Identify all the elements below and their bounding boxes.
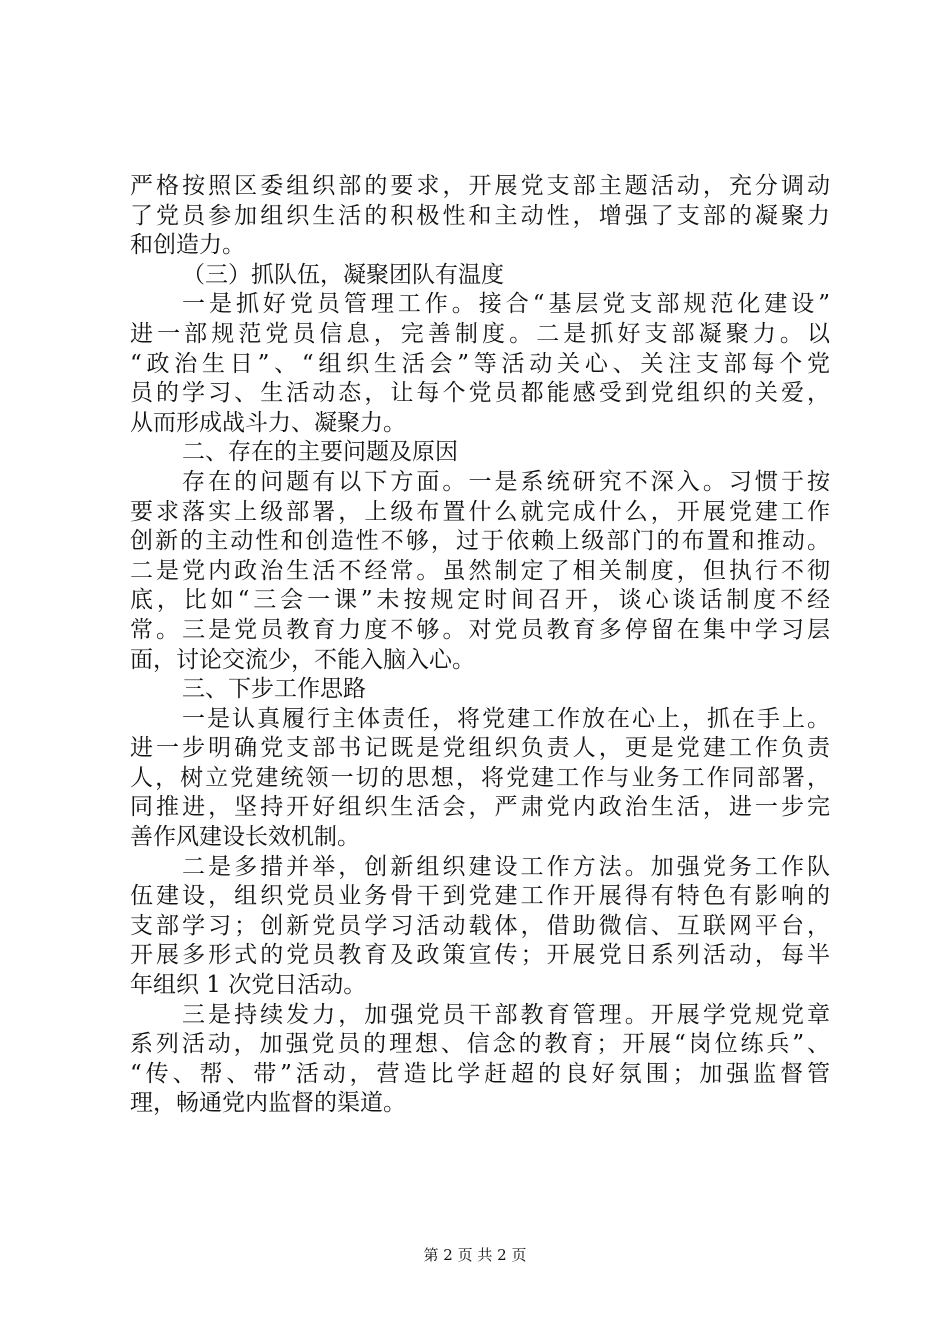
text-line: 人，树立党建统领一切的思想，将党建工作与业务工作同部署， bbox=[130, 764, 830, 791]
text-line: 存在的问题有以下方面。一是系统研究不深入。习惯于按 bbox=[182, 468, 830, 495]
text-line: 三、下步工作思路 bbox=[182, 676, 366, 703]
text-line: “传、帮、带”活动，营造比学赶超的良好氛围；加强监督管 bbox=[130, 1060, 830, 1087]
text-line: 要求落实上级部署，上级布置什么就完成什么，开展党建工作 bbox=[130, 498, 830, 525]
page-footer: 第 2 页 共 2 页 bbox=[423, 1246, 527, 1264]
text-line: 员的学习、生活动态，让每个党员都能感受到党组织的关爱， bbox=[130, 380, 830, 407]
text-line: 了党员参加组织生活的积极性和主动性，增强了支部的凝聚力 bbox=[130, 202, 830, 229]
text-line: 面，讨论交流少，不能入脑入心。 bbox=[130, 646, 475, 673]
text-line: 系列活动，加强党员的理想、信念的教育；开展“岗位练兵”、 bbox=[130, 1031, 830, 1058]
text-line: 同推进，坚持开好组织生活会，严肃党内政治生活，进一步完 bbox=[130, 794, 830, 821]
text-line: 理，畅通党内监督的渠道。 bbox=[130, 1090, 406, 1117]
text-line: 伍建设，组织党员业务骨干到党建工作开展得有特色有影响的 bbox=[130, 883, 830, 910]
text-line: 常。三是党员教育力度不够。对党员教育多停留在集中学习层 bbox=[130, 616, 830, 643]
text-line: 进一部规范党员信息，完善制度。二是抓好支部凝聚力。以 bbox=[130, 320, 830, 347]
text-line: 底，比如“三会一课”未按规定时间召开，谈心谈话制度不经 bbox=[130, 587, 830, 614]
text-line: 创新的主动性和创造性不够，过于依赖上级部门的布置和推动。 bbox=[130, 528, 830, 555]
text-line: 严格按照区委组织部的要求，开展党支部主题活动，充分调动 bbox=[130, 173, 830, 199]
text-line: 二、存在的主要问题及原因 bbox=[182, 439, 458, 466]
text-line: 年组织 1 次党日活动。 bbox=[130, 972, 367, 999]
text-line: 支部学习；创新党员学习活动载体，借助微信、互联网平台， bbox=[130, 912, 830, 939]
text-line: 善作风建设长效机制。 bbox=[130, 824, 360, 851]
text-line: 一是抓好党员管理工作。接合“基层党支部规范化建设” bbox=[182, 291, 830, 318]
text-line: 开展多形式的党员教育及政策宣传；开展党日系列活动，每半 bbox=[130, 942, 830, 969]
text-line: 一是认真履行主体责任，将党建工作放在心上，抓在手上。 bbox=[182, 705, 830, 732]
text-line: 二是多措并举，创新组织建设工作方法。加强党务工作队 bbox=[182, 853, 830, 880]
text-line: 二是党内政治生活不经常。虽然制定了相关制度，但执行不彻 bbox=[130, 557, 830, 584]
text-line: （三）抓队伍，凝聚团队有温度 bbox=[182, 261, 504, 288]
text-line: 进一步明确党支部书记既是党组织负责人，更是党建工作负责 bbox=[130, 735, 830, 762]
text-line: 从而形成战斗力、凝聚力。 bbox=[130, 409, 406, 436]
text-line: 三是持续发力，加强党员干部教育管理。开展学党规党章 bbox=[182, 1001, 830, 1028]
document-body bbox=[130, 172, 830, 1119]
text-line: 和创造力。 bbox=[130, 232, 245, 259]
text-line: “政治生日”、“组织生活会”等活动关心、关注支部每个党 bbox=[130, 350, 830, 377]
